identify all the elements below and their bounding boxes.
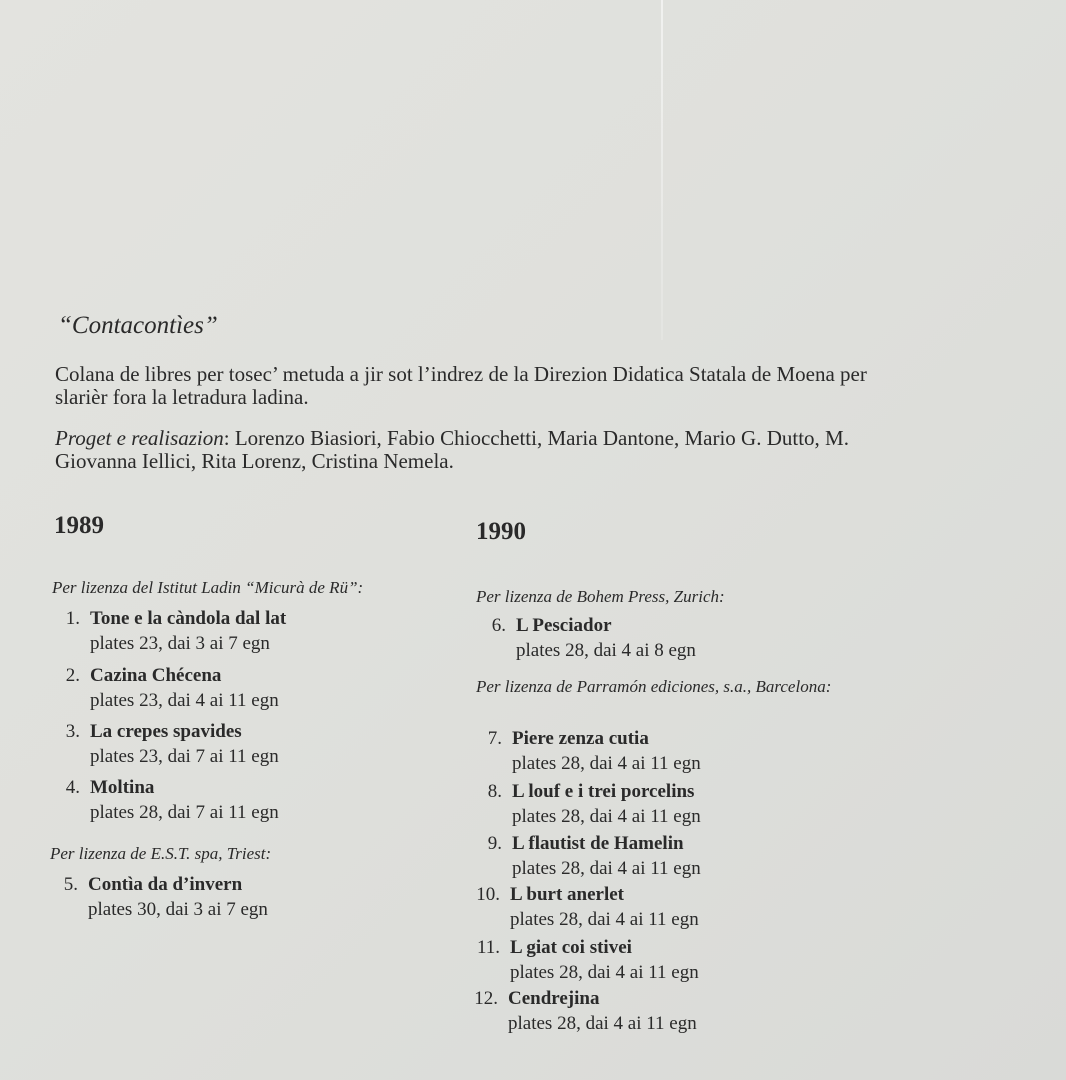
book-entry [63,872,268,922]
book-title: Tone e la càndola dal lat [90,608,287,629]
book-entry [487,726,701,776]
book-entry [487,831,701,881]
book-title: Cendrejina [508,988,600,1009]
book-entry [65,775,279,825]
book-number: 5. [63,874,78,895]
book-title: La crepes spavides [90,721,242,742]
book-detail: plates 30, dai 3 ai 7 egn [88,899,268,920]
book-detail: plates 28, dai 4 ai 8 egn [516,640,696,661]
book-entry [476,935,699,985]
series-description: Colana de libres per tosec’ metuda a jir sot l’indrez de la Direzion Didatica Statala de Moena per slarièr fora la letradura ladina. [55,362,867,409]
book-entry [65,719,279,769]
book-number: 6. [491,615,506,636]
book-entry [474,986,697,1036]
book-detail: plates 28, dai 4 ai 11 egn [512,806,701,827]
series-title: “Contacontìes” [58,312,218,339]
book-number: 2. [65,665,80,686]
book-detail: plates 23, dai 3 ai 7 egn [90,633,270,654]
credits-names: : Lorenzo Biasiori, Fabio Chiocchetti, Maria Dantone, Mario G. Dutto, M. Giovanna Iellici, Rita Lorenz, Cristina Nemela. [55,426,849,473]
book-detail: plates 23, dai 4 ai 11 egn [90,690,279,711]
book-title: Moltina [90,777,155,798]
book-entry [65,606,287,656]
license-note: Per lizenza del Istitut Ladin “Micurà de Rü”: [52,578,364,597]
book-entry [491,613,696,663]
book-number: 7. [487,728,502,749]
book-number: 11. [476,937,500,958]
year-heading-1990: 1990 [476,518,526,545]
credits [55,427,875,473]
book-title: Piere zenza cutia [512,728,649,749]
book-title: L giat coi stivei [510,937,632,958]
book-entry [487,779,701,829]
license-note: Per lizenza de E.S.T. spa, Triest: [50,844,272,863]
book-number: 8. [487,781,502,802]
page-fold-crease [661,0,663,340]
book-detail: plates 28, dai 7 ai 11 egn [90,802,279,823]
book-detail: plates 28, dai 4 ai 11 egn [512,858,701,879]
book-detail: plates 28, dai 4 ai 11 egn [508,1013,697,1034]
book-detail: plates 23, dai 7 ai 11 egn [90,746,279,767]
credits-label: Proget e realisazion [55,426,224,450]
license-note: Per lizenza de Parramón ediciones, s.a., Barcelona: [476,677,832,696]
book-detail: plates 28, dai 4 ai 11 egn [510,962,699,983]
book-detail: plates 28, dai 4 ai 11 egn [510,909,699,930]
book-number: 10. [476,884,500,905]
book-title: Contìa da d’invern [88,874,243,895]
year-heading-1989: 1989 [54,512,104,539]
book-entry [65,663,279,713]
book-number: 9. [487,833,502,854]
book-title: L flautist de Hamelin [512,833,684,854]
book-title: L burt anerlet [510,884,624,905]
book-number: 3. [65,721,80,742]
book-title: L Pesciador [516,615,612,636]
book-detail: plates 28, dai 4 ai 11 egn [512,753,701,774]
book-number: 1. [65,608,80,629]
book-title: L louf e i trei porcelins [512,781,695,802]
book-number: 12. [474,988,498,1009]
book-entry [476,882,699,932]
license-note: Per lizenza de Bohem Press, Zurich: [476,587,725,606]
book-title: Cazina Chécena [90,665,222,686]
book-number: 4. [65,777,80,798]
